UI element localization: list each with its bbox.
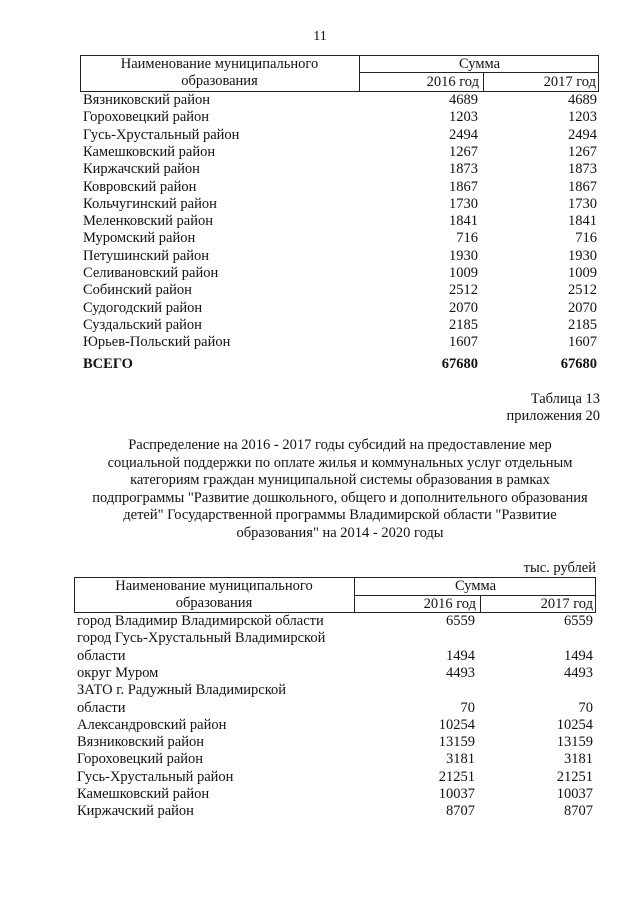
table-row	[77, 786, 595, 803]
municipality-name: город Владимир Владимирской области	[77, 613, 324, 629]
amount-2017: 2185	[568, 316, 597, 333]
table-row	[77, 665, 595, 682]
municipality-name: Киржачский район	[77, 803, 194, 820]
municipality-name: Александровский район	[77, 716, 227, 733]
amount-2017: 3181	[564, 751, 593, 768]
amount-2016: 716	[456, 230, 478, 247]
municipality-name: Камешковский район	[77, 786, 210, 802]
table-row	[83, 265, 598, 282]
column-header-sum: Сумма	[454, 578, 497, 594]
municipality-name: Петушинский район	[83, 247, 210, 264]
amount-2017: 70	[578, 699, 593, 716]
amount-2017: 6559	[564, 613, 593, 629]
amount-2016: 1867	[449, 178, 478, 195]
table-row	[77, 648, 595, 665]
amount-2017: 1267	[568, 143, 597, 160]
amount-2016: 4689	[449, 92, 478, 108]
table-row	[83, 196, 598, 213]
amount-2017: 4493	[564, 664, 593, 681]
municipality-name: Вязниковский район	[77, 734, 204, 751]
amount-2017: 1867	[568, 178, 597, 195]
municipality-name: Гусь-Хрустальный район	[83, 126, 240, 143]
column-header-sum: Сумма	[458, 56, 501, 72]
column-header-2017: 2017 год	[540, 596, 593, 612]
table-row	[83, 334, 598, 351]
amount-2016: 1607	[449, 334, 478, 351]
amount-2016: 21251	[438, 768, 475, 785]
amount-2017: 1841	[568, 213, 597, 230]
column-header-name-line2: образования	[181, 73, 258, 89]
amount-2016: 3181	[446, 751, 475, 768]
municipality-name: Собинский район	[83, 282, 192, 299]
amount-2016: 2512	[449, 282, 478, 299]
table-row	[77, 630, 595, 647]
table-row	[77, 734, 595, 751]
municipality-name: Муромский район	[83, 230, 196, 247]
municipality-name: Гороховецкий район	[83, 109, 210, 126]
title-line: образования" на 2014 - 2020 годы	[236, 524, 444, 541]
municipality-name: ЗАТО г. Радужный Владимирской	[77, 682, 287, 699]
municipality-name: области	[77, 699, 126, 716]
amount-2016: 10037	[438, 786, 475, 802]
municipality-name: Кольчугинский район	[83, 195, 217, 212]
page-number: 11	[313, 29, 327, 44]
amount-2017: 2512	[568, 282, 597, 299]
amount-2016: 1930	[449, 247, 478, 264]
municipality-name: Гусь-Хрустальный район	[77, 768, 234, 785]
municipality-name: области	[77, 647, 126, 664]
title-line: подпрограммы "Развитие дошкольного, общего и дополнительного образования	[92, 489, 588, 506]
table-row	[83, 317, 598, 334]
table-row	[77, 682, 595, 699]
title-line: социальной поддержки по оплате жилья и коммунальных услуг отдельным	[107, 454, 573, 471]
table-caption-number: Таблица 13	[530, 391, 600, 407]
table-row	[83, 109, 598, 126]
municipality-name: Вязниковский район	[83, 92, 210, 108]
total-2016: 67680	[441, 356, 478, 372]
amount-2017: 716	[575, 230, 597, 247]
column-header-name-line1: Наименование муниципального	[120, 56, 319, 72]
column-header-2016: 2016 год	[426, 74, 479, 90]
table-row	[77, 613, 595, 630]
table-row	[83, 144, 598, 161]
table-row	[77, 700, 595, 717]
title-line: категориям граждан муниципальной системы образования в рамках	[130, 472, 550, 488]
municipality-name: Юрьев-Польский район	[83, 334, 231, 351]
amount-2017: 1873	[568, 161, 597, 178]
amount-2016: 1494	[446, 647, 475, 664]
table-row	[83, 161, 598, 178]
units-label: тыс. рублей	[523, 560, 596, 576]
amount-2017: 21251	[556, 768, 593, 785]
total-label: ВСЕГО	[83, 356, 133, 372]
municipality-name: округ Муром	[77, 664, 159, 681]
table-row	[83, 179, 598, 196]
column-header-name-line2: образования	[175, 595, 253, 611]
amount-2017: 1203	[568, 109, 597, 126]
amount-2017: 1009	[568, 265, 597, 281]
amount-2017: 1730	[568, 195, 597, 212]
amount-2017: 13159	[556, 734, 593, 751]
amount-2017: 8707	[564, 803, 593, 820]
amount-2017: 1607	[568, 334, 597, 351]
table-row	[83, 248, 598, 265]
amount-2017: 10254	[556, 716, 593, 733]
title-line: детей" Государственной программы Владимирской области "Развитие	[123, 507, 557, 523]
amount-2016: 13159	[438, 734, 475, 751]
title-line: Распределение на 2016 - 2017 годы субсидий на предоставление мер	[128, 437, 552, 453]
amount-2016: 6559	[446, 613, 475, 629]
amount-2016: 4493	[446, 664, 475, 681]
table-row	[83, 213, 598, 230]
column-header-2016: 2016 год	[423, 596, 476, 612]
municipality-name: Гороховецкий район	[77, 751, 204, 768]
amount-2017: 2494	[568, 126, 597, 143]
table-row	[77, 769, 595, 786]
municipality-name: Меленковский район	[83, 213, 213, 230]
amount-2016: 8707	[446, 803, 475, 820]
amount-2017: 1494	[564, 647, 593, 664]
municipality-name: Судогодский район	[83, 299, 203, 316]
municipality-name: город Гусь-Хрустальный Владимирской	[77, 630, 326, 647]
amount-2016: 2494	[449, 126, 478, 143]
table-caption-appendix: приложения 20	[506, 408, 600, 424]
table-row	[83, 92, 598, 109]
document-title	[60, 437, 620, 542]
amount-2016: 1267	[449, 143, 478, 160]
amount-2017: 2070	[568, 299, 597, 316]
amount-2016: 2185	[449, 316, 478, 333]
table-1-total-row	[83, 356, 598, 373]
column-header-2017: 2017 год	[543, 74, 596, 90]
amount-2017: 10037	[556, 786, 593, 802]
table-row	[83, 282, 598, 299]
amount-2016: 1730	[449, 195, 478, 212]
column-header-name-line1: Наименование муниципального	[115, 578, 313, 594]
municipality-name: Камешковский район	[83, 143, 216, 160]
table-row	[83, 300, 598, 317]
table-row	[83, 127, 598, 144]
amount-2016: 2070	[449, 299, 478, 316]
total-2017: 67680	[560, 356, 597, 372]
table-row	[83, 230, 598, 247]
municipality-name: Ковровский район	[83, 178, 197, 195]
amount-2016: 1009	[449, 265, 478, 281]
table-row	[77, 751, 595, 768]
municipality-name: Селивановский район	[83, 265, 219, 281]
amount-2016: 1203	[449, 109, 478, 126]
amount-2017: 1930	[568, 247, 597, 264]
amount-2017: 4689	[568, 92, 597, 108]
table-row	[77, 717, 595, 734]
amount-2016: 70	[460, 699, 475, 716]
municipality-name: Суздальский район	[83, 316, 202, 333]
amount-2016: 1873	[449, 161, 478, 178]
amount-2016: 1841	[449, 213, 478, 230]
amount-2016: 10254	[438, 716, 475, 733]
table-row	[77, 803, 595, 820]
municipality-name: Киржачский район	[83, 161, 200, 178]
